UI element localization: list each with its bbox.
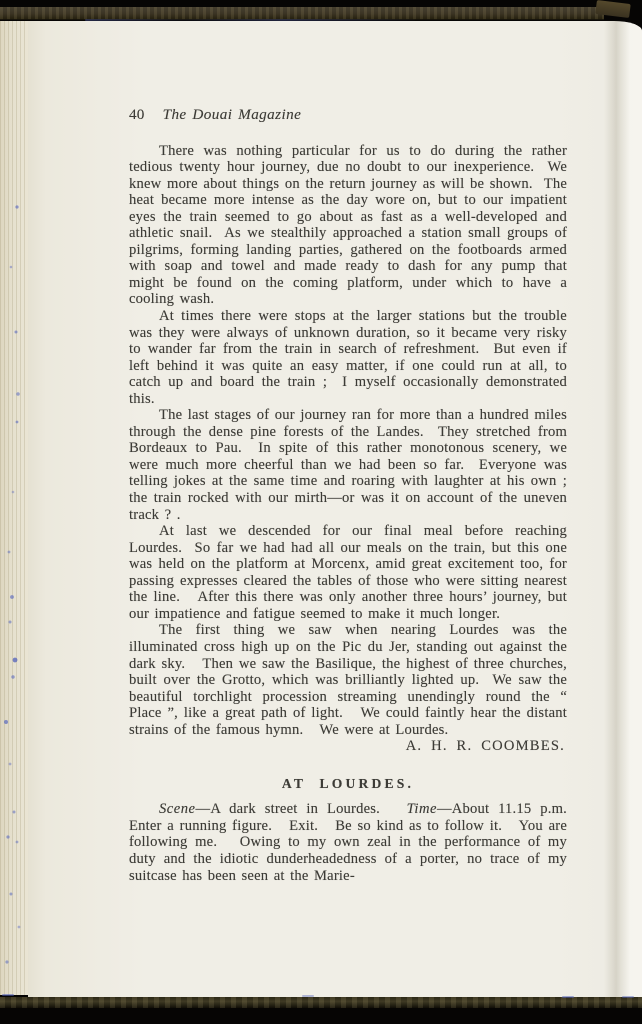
page-header: [129, 107, 567, 124]
lourdes-opening-paragraph: Scene—A dark street in Lourdes. Time—About 11.15 p.m. Enter a running figure. Exit. Be so kind as to follow it. You are following me. Owing to my own zeal in the performance of my duty and the idiotic dunderheadedness of a porter, no trace of my suitcase has been seen at the Marie-: [129, 801, 584, 884]
travel-paragraph-4: At last we descended for our final meal before reaching Lourdes. So far we had had all our meals on the train, but this one was held on the platform at Morcenx, amid great excitement too, for passing expresses cleared the tables of those who were sitting nearest the line. After this there was only another three hours’ journey, but our impatience and fatigue seemed to make it much longer.: [129, 523, 573, 622]
travel-paragraph-3: The last stages of our journey ran for more than a hundred miles through the dense pine forests of the Landes. They stretched from Bordeaux to Pau. In spite of this rather monotonous scenery, we were much more cheerful than we had been so far. Everyone was telling jokes at the same time and roaring with laughter at his own ; the train rocked with our mirth—or was it on account of the uneven track ? .: [129, 407, 578, 523]
bottom-blue-ink-dashes: [2, 994, 14, 996]
running-title: The Douai Magazine: [162, 106, 302, 123]
travel-paragraph-2: At times there were stops at the larger stations but the trouble was they were always of unknown duration, so it became very risky to wander far from the train in search of refreshment. But even if left behind it was quite an easy matter, if one could run at all, to catch up and board the train ; I myself occasionally demonstrated this.: [129, 308, 573, 407]
travel-paragraph-1: There was nothing particular for us to do during the rather tedious twenty hour journey, due no doubt to our inexperience. We knew more about things on the return journey as will be shown. The heat became more intense as the day wore on, but to our impatient eyes the train seemed to go about as fast as a well-developed and athletic snail. As we stealthily approached a station small groups of pilgrims, forming landing parties, gathered on the footboards armed with soap and towel and made ready to dash for any pump that might be found on the coming platform, under which to have a cooling wash.: [129, 142, 573, 308]
section-heading-at-lourdes: AT LOURDES.: [281, 775, 415, 791]
article-signature: A. H. R. COOMBES.: [405, 738, 565, 755]
page-number: 40: [129, 106, 145, 123]
page-fore-edge-stack: [0, 21, 30, 995]
travel-paragraph-5: The first thing we saw when nearing Lourdes was the illuminated cross high up on the Pic du Jer, standing out against the dark sky. Then we saw the Basilique, the highest of three churches, built over the Grotto, which was brilliantly lighted up. We saw the beautiful torchlight procession streaming unendingly round the “ Place ”, like a great path of light. We could faintly hear the distant strains of the famous hymn. We were at Lourdes.: [129, 622, 573, 738]
book-cover-bottom-edge: [0, 997, 642, 1008]
blue-ink-speckles: [0, 21, 2, 23]
book-page: [28, 21, 642, 998]
printed-text-block: [129, 106, 584, 884]
page-right-edge-shadow: [604, 21, 642, 998]
